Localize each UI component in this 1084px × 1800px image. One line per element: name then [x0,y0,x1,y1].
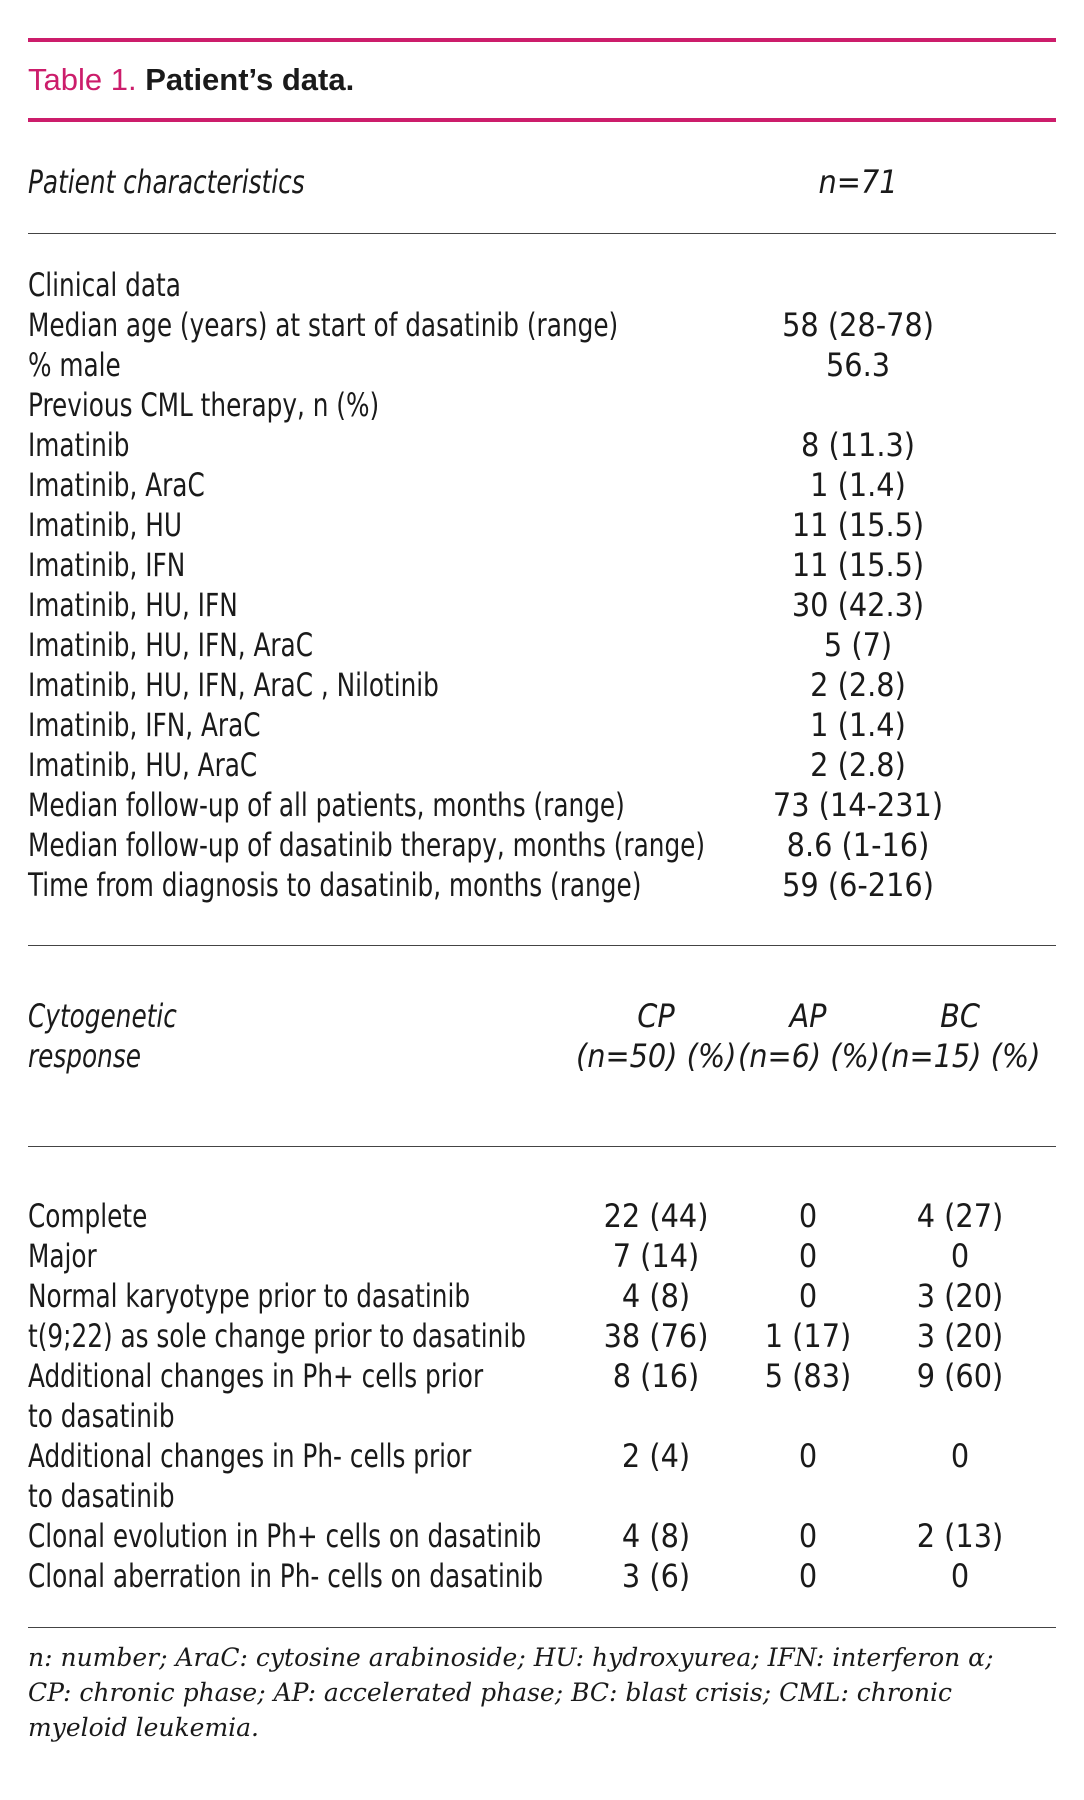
cp-column-header: CP [637,997,675,1035]
table-page [28,0,1056,1800]
table-row: Complete 22 (44) 0 4 (27) [28,1197,1004,1235]
cp-column-subheader: (n=50) (%) [576,1037,737,1075]
table-row: % male 56.3 [28,346,891,384]
cytogenetic-header-line2: response [28,1037,142,1075]
table-row: Median age (years) at start of dasatinib (range) 58 (28-78) [28,306,934,344]
table-row: Imatinib, HU, IFN, AraC 5 (7) [28,626,893,664]
table-row: Imatinib, AraC 1 (1.4) [28,466,906,504]
table-row: Additional changes in Ph- cells prior 2 (4) 0 0 [28,1437,970,1475]
table-number: Table 1. [28,62,137,97]
table-row: Major 7 (14) 0 0 [28,1237,970,1275]
bc-column-header: BC [940,997,980,1035]
table-row: Imatinib, IFN, AraC 1 (1.4) [28,706,906,744]
table-row: Clonal aberration in Ph- cells on dasatinib 3 (6) 0 0 [28,1557,970,1595]
table-row: Imatinib, HU, AraC 2 (2.8) [28,746,906,784]
cytogenetic-header-line1: Cytogenetic [28,997,177,1035]
title-rule [28,118,1056,122]
section-rule [28,945,1056,946]
table-row-continuation: to dasatinib [28,1477,175,1515]
header-rule-1 [28,233,1056,234]
bc-column-subheader: (n=15) (%) [880,1037,1041,1075]
table-row: Imatinib, HU, IFN 30 (42.3) [28,586,925,624]
top-rule [28,38,1056,42]
ap-column-header: AP [789,997,827,1035]
table-row-continuation: to dasatinib [28,1397,175,1435]
header-rule-2 [28,1146,1056,1147]
table-caption: Patient’s data. [145,62,355,97]
n-total-header: n=71 [818,163,898,201]
table-title [28,62,354,98]
table-row: Time from diagnosis to dasatinib, months (range) 59 (6-216) [28,866,934,904]
table-row: Previous CML therapy, n (%) [28,386,380,424]
table-row: Median follow-up of all patients, months (range) 73 (14-231) [28,786,944,824]
ap-column-subheader: (n=6) (%) [738,1037,881,1075]
table-row: Median follow-up of dasatinib therapy, months (range) 8.6 (1-16) [28,826,930,864]
table-row: Normal karyotype prior to dasatinib 4 (8) 0 3 (20) [28,1277,1004,1315]
table-row: Clinical data [28,266,181,304]
table-row: Imatinib, HU 11 (15.5) [28,506,925,544]
table-row: Imatinib, HU, IFN, AraC , Nilotinib 2 (2.8) [28,666,906,704]
table-row: t(9;22) as sole change prior to dasatinib 38 (76) 1 (17) 3 (20) [28,1317,1004,1355]
table-row: Imatinib 8 (11.3) [28,426,915,464]
table-row: Clonal evolution in Ph+ cells on dasatinib 4 (8) 0 2 (13) [28,1517,1004,1555]
patient-characteristics-header: Patient characteristics [28,163,305,201]
bottom-rule [28,1627,1056,1628]
table-row: Imatinib, IFN 11 (15.5) [28,546,925,584]
table-row: Additional changes in Ph+ cells prior 8 (16) 5 (83) 9 (60) [28,1357,1004,1395]
table-footnote: n: number; AraC: cytosine arabinoside; HU: hydroxyurea; IFN: interferon α; CP: chronic phase; AP: accelerated phase; BC: blast crisis; CML: chronic myeloid leukemia. [28,1643,994,1742]
